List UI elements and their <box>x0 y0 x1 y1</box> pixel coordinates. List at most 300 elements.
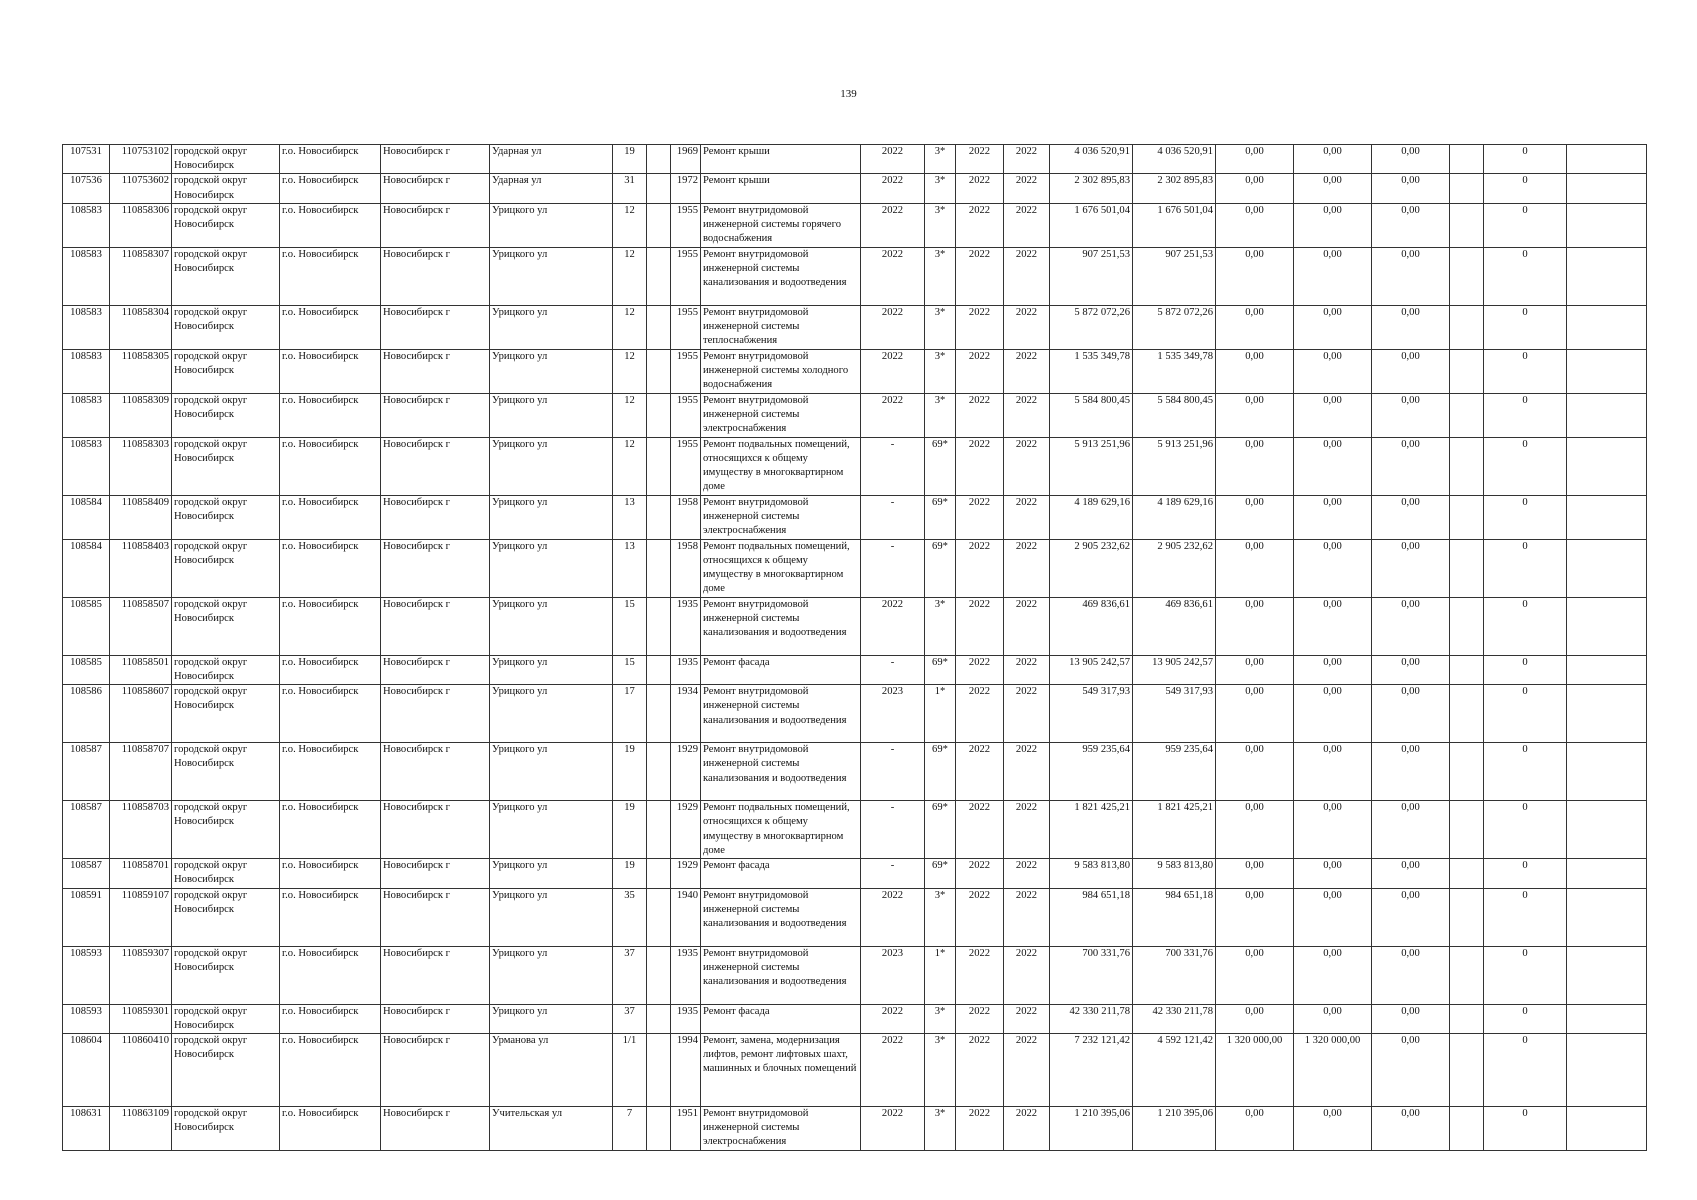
regional-budget-cell: 1 320 000,00 <box>1294 1034 1372 1107</box>
federal-budget-cell: 0,00 <box>1216 685 1294 743</box>
city-district-cell: г.о. Новосибирск <box>280 655 381 684</box>
end-year-cell: 2022 <box>1004 247 1050 305</box>
built-year-cell: 1940 <box>671 888 701 946</box>
settlement-cell: Новосибирск г <box>381 495 490 539</box>
regulation-ref-cell: 69* <box>925 801 956 859</box>
street-cell: Урицкого ул <box>490 305 613 349</box>
work-type-cell: Ремонт внутридомовой инженерной системы горячего водоснабжения <box>701 203 861 247</box>
federal-budget-cell: 1 320 000,00 <box>1216 1034 1294 1107</box>
municipality-cell: городской округ Новосибирск <box>172 145 280 174</box>
house-number-cell: 12 <box>613 247 647 305</box>
regional-budget-cell: 0,00 <box>1294 1107 1372 1151</box>
street-cell: Урицкого ул <box>490 247 613 305</box>
regional-budget-cell: 0,00 <box>1294 437 1372 495</box>
end-year-cell: 2022 <box>1004 888 1050 946</box>
object-code-cell: 110858409 <box>110 495 172 539</box>
municipality-cell: городской округ Новосибирск <box>172 305 280 349</box>
house-number-cell: 1/1 <box>613 1034 647 1107</box>
regulation-ref-cell: 69* <box>925 859 956 888</box>
building-cell <box>647 946 671 1004</box>
fund-cost-cell: 700 331,76 <box>1133 946 1216 1004</box>
city-district-cell: г.о. Новосибирск <box>280 145 381 174</box>
regulation-ref-cell: 3* <box>925 349 956 393</box>
built-year-cell: 1958 <box>671 539 701 597</box>
settlement-cell: Новосибирск г <box>381 437 490 495</box>
regional-budget-cell: 0,00 <box>1294 743 1372 801</box>
start-year-cell: 2022 <box>956 743 1004 801</box>
street-cell: Урицкого ул <box>490 539 613 597</box>
local-budget-cell: 0,00 <box>1372 801 1450 859</box>
ref-id-cell: 108585 <box>63 597 110 655</box>
fund-cost-cell: 959 235,64 <box>1133 743 1216 801</box>
planned-year-cell: 2022 <box>861 1107 925 1151</box>
total-cost-cell: 959 235,64 <box>1050 743 1133 801</box>
street-cell: Урицкого ул <box>490 1004 613 1033</box>
owner-funds-cell <box>1450 597 1484 655</box>
other-funds-cell: 0 <box>1484 145 1567 174</box>
building-cell <box>647 203 671 247</box>
end-year-cell: 2022 <box>1004 1004 1050 1033</box>
object-code-cell: 110858305 <box>110 349 172 393</box>
table-row <box>63 174 1647 203</box>
end-year-cell: 2022 <box>1004 174 1050 203</box>
regulation-ref-cell: 3* <box>925 174 956 203</box>
ref-id-cell: 108583 <box>63 247 110 305</box>
start-year-cell: 2022 <box>956 247 1004 305</box>
fund-cost-cell: 2 302 895,83 <box>1133 174 1216 203</box>
municipality-cell: городской округ Новосибирск <box>172 247 280 305</box>
work-type-cell: Ремонт подвальных помещений, относящихся к общему имуществу в многоквартирном доме <box>701 801 861 859</box>
municipality-cell: городской округ Новосибирск <box>172 597 280 655</box>
other-funds-cell: 0 <box>1484 437 1567 495</box>
total-cost-cell: 4 036 520,91 <box>1050 145 1133 174</box>
note-cell <box>1567 349 1647 393</box>
other-funds-cell: 0 <box>1484 597 1567 655</box>
municipality-cell: городской округ Новосибирск <box>172 1107 280 1151</box>
start-year-cell: 2022 <box>956 437 1004 495</box>
note-cell <box>1567 888 1647 946</box>
start-year-cell: 2022 <box>956 655 1004 684</box>
start-year-cell: 2022 <box>956 539 1004 597</box>
table-row <box>63 743 1647 801</box>
built-year-cell: 1955 <box>671 349 701 393</box>
note-cell <box>1567 597 1647 655</box>
note-cell <box>1567 743 1647 801</box>
municipality-cell: городской округ Новосибирск <box>172 685 280 743</box>
table-row <box>63 859 1647 888</box>
table-row <box>63 685 1647 743</box>
total-cost-cell: 5 913 251,96 <box>1050 437 1133 495</box>
end-year-cell: 2022 <box>1004 859 1050 888</box>
settlement-cell: Новосибирск г <box>381 145 490 174</box>
fund-cost-cell: 1 676 501,04 <box>1133 203 1216 247</box>
building-cell <box>647 1034 671 1107</box>
house-number-cell: 12 <box>613 393 647 437</box>
ref-id-cell: 108587 <box>63 859 110 888</box>
federal-budget-cell: 0,00 <box>1216 393 1294 437</box>
federal-budget-cell: 0,00 <box>1216 859 1294 888</box>
built-year-cell: 1929 <box>671 743 701 801</box>
object-code-cell: 110858403 <box>110 539 172 597</box>
street-cell: Урицкого ул <box>490 655 613 684</box>
house-number-cell: 15 <box>613 597 647 655</box>
regulation-ref-cell: 69* <box>925 743 956 801</box>
start-year-cell: 2022 <box>956 1004 1004 1033</box>
table-row <box>63 801 1647 859</box>
object-code-cell: 110858501 <box>110 655 172 684</box>
table-row <box>63 1107 1647 1151</box>
note-cell <box>1567 859 1647 888</box>
fund-cost-cell: 469 836,61 <box>1133 597 1216 655</box>
ref-id-cell: 108586 <box>63 685 110 743</box>
ref-id-cell: 108583 <box>63 393 110 437</box>
owner-funds-cell <box>1450 801 1484 859</box>
street-cell: Урицкого ул <box>490 888 613 946</box>
total-cost-cell: 13 905 242,57 <box>1050 655 1133 684</box>
table-row <box>63 305 1647 349</box>
ref-id-cell: 108593 <box>63 946 110 1004</box>
work-type-cell: Ремонт внутридомовой инженерной системы канализования и водоотведения <box>701 685 861 743</box>
local-budget-cell: 0,00 <box>1372 859 1450 888</box>
planned-year-cell: - <box>861 437 925 495</box>
planned-year-cell: 2022 <box>861 597 925 655</box>
object-code-cell: 110858304 <box>110 305 172 349</box>
built-year-cell: 1935 <box>671 655 701 684</box>
settlement-cell: Новосибирск г <box>381 655 490 684</box>
fund-cost-cell: 5 584 800,45 <box>1133 393 1216 437</box>
table-row <box>63 1034 1647 1107</box>
owner-funds-cell <box>1450 655 1484 684</box>
regulation-ref-cell: 3* <box>925 145 956 174</box>
built-year-cell: 1994 <box>671 1034 701 1107</box>
settlement-cell: Новосибирск г <box>381 1107 490 1151</box>
owner-funds-cell <box>1450 539 1484 597</box>
table-row <box>63 1004 1647 1033</box>
start-year-cell: 2022 <box>956 888 1004 946</box>
owner-funds-cell <box>1450 1004 1484 1033</box>
owner-funds-cell <box>1450 1034 1484 1107</box>
municipality-cell: городской округ Новосибирск <box>172 1004 280 1033</box>
owner-funds-cell <box>1450 247 1484 305</box>
regulation-ref-cell: 3* <box>925 305 956 349</box>
regional-budget-cell: 0,00 <box>1294 203 1372 247</box>
table-row <box>63 888 1647 946</box>
building-cell <box>647 888 671 946</box>
page-number: 139 <box>840 88 857 100</box>
regulation-ref-cell: 3* <box>925 1004 956 1033</box>
total-cost-cell: 42 330 211,78 <box>1050 1004 1133 1033</box>
start-year-cell: 2022 <box>956 495 1004 539</box>
municipality-cell: городской округ Новосибирск <box>172 495 280 539</box>
note-cell <box>1567 203 1647 247</box>
start-year-cell: 2022 <box>956 597 1004 655</box>
settlement-cell: Новосибирск г <box>381 597 490 655</box>
regional-budget-cell: 0,00 <box>1294 801 1372 859</box>
table-row <box>63 539 1647 597</box>
other-funds-cell: 0 <box>1484 946 1567 1004</box>
ref-id-cell: 108587 <box>63 743 110 801</box>
planned-year-cell: 2022 <box>861 203 925 247</box>
local-budget-cell: 0,00 <box>1372 1004 1450 1033</box>
work-type-cell: Ремонт крыши <box>701 145 861 174</box>
object-code-cell: 110859107 <box>110 888 172 946</box>
planned-year-cell: 2022 <box>861 888 925 946</box>
owner-funds-cell <box>1450 888 1484 946</box>
owner-funds-cell <box>1450 685 1484 743</box>
federal-budget-cell: 0,00 <box>1216 203 1294 247</box>
work-type-cell: Ремонт внутридомовой инженерной системы холодного водоснабжения <box>701 349 861 393</box>
capital-repair-register-table <box>62 144 1647 1151</box>
total-cost-cell: 984 651,18 <box>1050 888 1133 946</box>
city-district-cell: г.о. Новосибирск <box>280 743 381 801</box>
object-code-cell: 110753602 <box>110 174 172 203</box>
other-funds-cell: 0 <box>1484 888 1567 946</box>
federal-budget-cell: 0,00 <box>1216 888 1294 946</box>
house-number-cell: 12 <box>613 203 647 247</box>
work-type-cell: Ремонт фасада <box>701 859 861 888</box>
planned-year-cell: 2022 <box>861 1004 925 1033</box>
city-district-cell: г.о. Новосибирск <box>280 203 381 247</box>
end-year-cell: 2022 <box>1004 655 1050 684</box>
city-district-cell: г.о. Новосибирск <box>280 801 381 859</box>
regulation-ref-cell: 3* <box>925 888 956 946</box>
work-type-cell: Ремонт внутридомовой инженерной системы канализования и водоотведения <box>701 597 861 655</box>
total-cost-cell: 1 535 349,78 <box>1050 349 1133 393</box>
fund-cost-cell: 1 535 349,78 <box>1133 349 1216 393</box>
total-cost-cell: 1 210 395,06 <box>1050 1107 1133 1151</box>
end-year-cell: 2022 <box>1004 495 1050 539</box>
object-code-cell: 110858703 <box>110 801 172 859</box>
regional-budget-cell: 0,00 <box>1294 174 1372 203</box>
street-cell: Урманова ул <box>490 1034 613 1107</box>
settlement-cell: Новосибирск г <box>381 1004 490 1033</box>
city-district-cell: г.о. Новосибирск <box>280 685 381 743</box>
owner-funds-cell <box>1450 946 1484 1004</box>
building-cell <box>647 655 671 684</box>
house-number-cell: 19 <box>613 145 647 174</box>
regional-budget-cell: 0,00 <box>1294 145 1372 174</box>
local-budget-cell: 0,00 <box>1372 1107 1450 1151</box>
object-code-cell: 110858309 <box>110 393 172 437</box>
owner-funds-cell <box>1450 393 1484 437</box>
planned-year-cell: - <box>861 539 925 597</box>
work-type-cell: Ремонт внутридомовой инженерной системы теплоснабжения <box>701 305 861 349</box>
note-cell <box>1567 393 1647 437</box>
building-cell <box>647 247 671 305</box>
house-number-cell: 35 <box>613 888 647 946</box>
other-funds-cell: 0 <box>1484 247 1567 305</box>
other-funds-cell: 0 <box>1484 743 1567 801</box>
city-district-cell: г.о. Новосибирск <box>280 888 381 946</box>
city-district-cell: г.о. Новосибирск <box>280 1034 381 1107</box>
street-cell: Ударная ул <box>490 145 613 174</box>
object-code-cell: 110858307 <box>110 247 172 305</box>
settlement-cell: Новосибирск г <box>381 247 490 305</box>
table-row <box>63 349 1647 393</box>
note-cell <box>1567 655 1647 684</box>
building-cell <box>647 801 671 859</box>
street-cell: Урицкого ул <box>490 393 613 437</box>
federal-budget-cell: 0,00 <box>1216 1107 1294 1151</box>
settlement-cell: Новосибирск г <box>381 539 490 597</box>
municipality-cell: городской округ Новосибирск <box>172 655 280 684</box>
table-row <box>63 393 1647 437</box>
regulation-ref-cell: 1* <box>925 685 956 743</box>
federal-budget-cell: 0,00 <box>1216 801 1294 859</box>
planned-year-cell: 2023 <box>861 946 925 1004</box>
note-cell <box>1567 1034 1647 1107</box>
end-year-cell: 2022 <box>1004 393 1050 437</box>
end-year-cell: 2022 <box>1004 1034 1050 1107</box>
municipality-cell: городской округ Новосибирск <box>172 888 280 946</box>
total-cost-cell: 469 836,61 <box>1050 597 1133 655</box>
city-district-cell: г.о. Новосибирск <box>280 859 381 888</box>
other-funds-cell: 0 <box>1484 393 1567 437</box>
end-year-cell: 2022 <box>1004 946 1050 1004</box>
fund-cost-cell: 1 210 395,06 <box>1133 1107 1216 1151</box>
owner-funds-cell <box>1450 145 1484 174</box>
ref-id-cell: 108583 <box>63 305 110 349</box>
ref-id-cell: 108583 <box>63 349 110 393</box>
ref-id-cell: 108604 <box>63 1034 110 1107</box>
table-row <box>63 203 1647 247</box>
regional-budget-cell: 0,00 <box>1294 305 1372 349</box>
end-year-cell: 2022 <box>1004 1107 1050 1151</box>
city-district-cell: г.о. Новосибирск <box>280 597 381 655</box>
local-budget-cell: 0,00 <box>1372 1034 1450 1107</box>
object-code-cell: 110858607 <box>110 685 172 743</box>
start-year-cell: 2022 <box>956 203 1004 247</box>
city-district-cell: г.о. Новосибирск <box>280 1107 381 1151</box>
work-type-cell: Ремонт фасада <box>701 655 861 684</box>
house-number-cell: 13 <box>613 495 647 539</box>
house-number-cell: 37 <box>613 1004 647 1033</box>
municipality-cell: городской округ Новосибирск <box>172 437 280 495</box>
total-cost-cell: 907 251,53 <box>1050 247 1133 305</box>
built-year-cell: 1958 <box>671 495 701 539</box>
planned-year-cell: 2022 <box>861 349 925 393</box>
work-type-cell: Ремонт подвальных помещений, относящихся к общему имуществу в многоквартирном доме <box>701 539 861 597</box>
city-district-cell: г.о. Новосибирск <box>280 247 381 305</box>
built-year-cell: 1955 <box>671 437 701 495</box>
end-year-cell: 2022 <box>1004 801 1050 859</box>
local-budget-cell: 0,00 <box>1372 247 1450 305</box>
municipality-cell: городской округ Новосибирск <box>172 801 280 859</box>
total-cost-cell: 2 905 232,62 <box>1050 539 1133 597</box>
end-year-cell: 2022 <box>1004 437 1050 495</box>
start-year-cell: 2022 <box>956 305 1004 349</box>
regulation-ref-cell: 3* <box>925 393 956 437</box>
total-cost-cell: 5 872 072,26 <box>1050 305 1133 349</box>
regional-budget-cell: 0,00 <box>1294 247 1372 305</box>
fund-cost-cell: 42 330 211,78 <box>1133 1004 1216 1033</box>
local-budget-cell: 0,00 <box>1372 888 1450 946</box>
work-type-cell: Ремонт внутридомовой инженерной системы канализования и водоотведения <box>701 247 861 305</box>
local-budget-cell: 0,00 <box>1372 305 1450 349</box>
work-type-cell: Ремонт крыши <box>701 174 861 203</box>
total-cost-cell: 549 317,93 <box>1050 685 1133 743</box>
regional-budget-cell: 0,00 <box>1294 597 1372 655</box>
work-type-cell: Ремонт фасада <box>701 1004 861 1033</box>
total-cost-cell: 1 676 501,04 <box>1050 203 1133 247</box>
planned-year-cell: 2022 <box>861 305 925 349</box>
note-cell <box>1567 437 1647 495</box>
federal-budget-cell: 0,00 <box>1216 597 1294 655</box>
planned-year-cell: - <box>861 495 925 539</box>
settlement-cell: Новосибирск г <box>381 685 490 743</box>
note-cell <box>1567 247 1647 305</box>
work-type-cell: Ремонт, замена, модернизация лифтов, ремонт лифтовых шахт, машинных и блочных помещений <box>701 1034 861 1107</box>
note-cell <box>1567 1107 1647 1151</box>
built-year-cell: 1934 <box>671 685 701 743</box>
local-budget-cell: 0,00 <box>1372 437 1450 495</box>
planned-year-cell: 2022 <box>861 393 925 437</box>
planned-year-cell: 2022 <box>861 145 925 174</box>
total-cost-cell: 2 302 895,83 <box>1050 174 1133 203</box>
end-year-cell: 2022 <box>1004 145 1050 174</box>
settlement-cell: Новосибирск г <box>381 859 490 888</box>
owner-funds-cell <box>1450 743 1484 801</box>
total-cost-cell: 1 821 425,21 <box>1050 801 1133 859</box>
settlement-cell: Новосибирск г <box>381 743 490 801</box>
local-budget-cell: 0,00 <box>1372 203 1450 247</box>
municipality-cell: городской округ Новосибирск <box>172 174 280 203</box>
regional-budget-cell: 0,00 <box>1294 393 1372 437</box>
end-year-cell: 2022 <box>1004 305 1050 349</box>
municipality-cell: городской округ Новосибирск <box>172 1034 280 1107</box>
municipality-cell: городской округ Новосибирск <box>172 539 280 597</box>
regional-budget-cell: 0,00 <box>1294 685 1372 743</box>
regulation-ref-cell: 1* <box>925 946 956 1004</box>
federal-budget-cell: 0,00 <box>1216 247 1294 305</box>
local-budget-cell: 0,00 <box>1372 539 1450 597</box>
municipality-cell: городской округ Новосибирск <box>172 859 280 888</box>
other-funds-cell: 0 <box>1484 1034 1567 1107</box>
table-row <box>63 247 1647 305</box>
owner-funds-cell <box>1450 1107 1484 1151</box>
fund-cost-cell: 1 821 425,21 <box>1133 801 1216 859</box>
regional-budget-cell: 0,00 <box>1294 1004 1372 1033</box>
fund-cost-cell: 549 317,93 <box>1133 685 1216 743</box>
start-year-cell: 2022 <box>956 349 1004 393</box>
ref-id-cell: 107536 <box>63 174 110 203</box>
house-number-cell: 12 <box>613 305 647 349</box>
regulation-ref-cell: 3* <box>925 247 956 305</box>
fund-cost-cell: 907 251,53 <box>1133 247 1216 305</box>
end-year-cell: 2022 <box>1004 539 1050 597</box>
other-funds-cell: 0 <box>1484 174 1567 203</box>
regional-budget-cell: 0,00 <box>1294 655 1372 684</box>
built-year-cell: 1969 <box>671 145 701 174</box>
street-cell: Урицкого ул <box>490 437 613 495</box>
built-year-cell: 1951 <box>671 1107 701 1151</box>
object-code-cell: 110753102 <box>110 145 172 174</box>
end-year-cell: 2022 <box>1004 743 1050 801</box>
other-funds-cell: 0 <box>1484 203 1567 247</box>
total-cost-cell: 4 189 629,16 <box>1050 495 1133 539</box>
note-cell <box>1567 145 1647 174</box>
local-budget-cell: 0,00 <box>1372 393 1450 437</box>
regulation-ref-cell: 3* <box>925 1107 956 1151</box>
regional-budget-cell: 0,00 <box>1294 888 1372 946</box>
house-number-cell: 19 <box>613 743 647 801</box>
house-number-cell: 15 <box>613 655 647 684</box>
owner-funds-cell <box>1450 349 1484 393</box>
house-number-cell: 12 <box>613 349 647 393</box>
city-district-cell: г.о. Новосибирск <box>280 349 381 393</box>
regulation-ref-cell: 69* <box>925 437 956 495</box>
total-cost-cell: 700 331,76 <box>1050 946 1133 1004</box>
